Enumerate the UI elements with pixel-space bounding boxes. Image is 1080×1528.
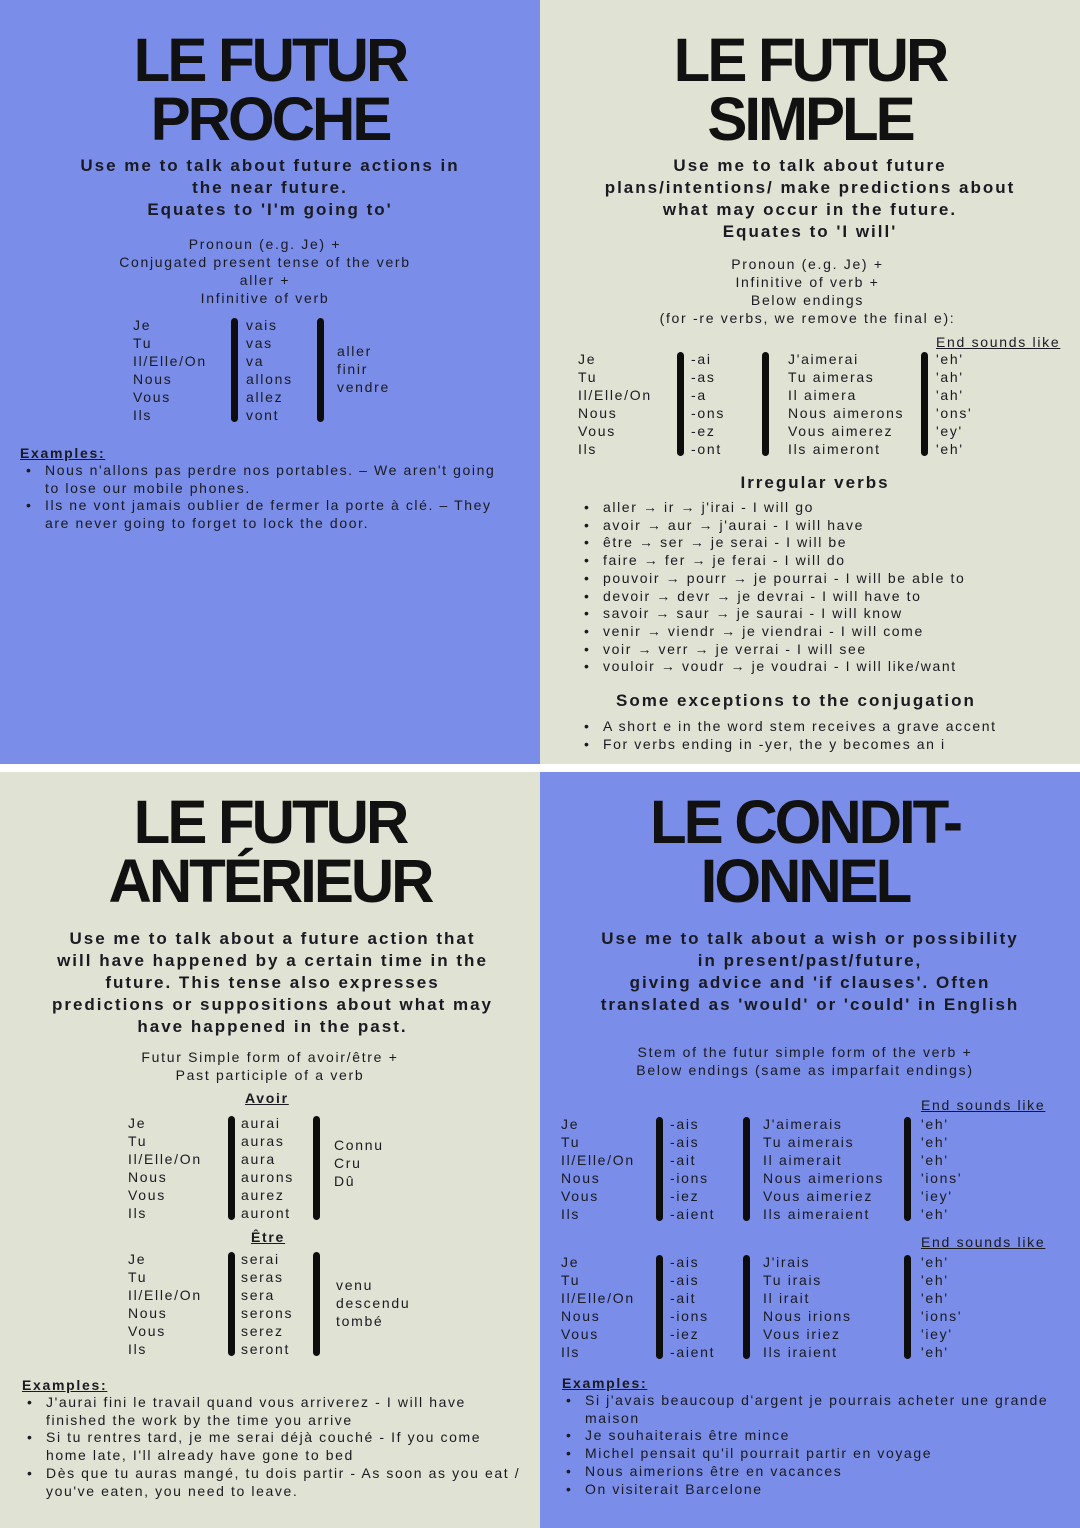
formula-line: aller + <box>239 272 291 288</box>
pronoun-line: Je <box>133 317 152 333</box>
panel-subtitle-line: Use me to talk about a future action that <box>69 929 476 948</box>
formula-line: Infinitive of verb <box>200 290 330 306</box>
example-line: Il aimera <box>788 387 857 403</box>
list-item: • devoir → devr → je devrai - I will have to <box>584 588 1064 606</box>
pronoun-line: Il/Elle/On <box>578 387 652 403</box>
participle-column <box>336 1276 410 1330</box>
divider <box>656 1117 663 1221</box>
pronoun-line: Il/Elle/On <box>128 1151 202 1167</box>
endings-line: -iez <box>670 1188 700 1204</box>
pronoun-line: Nous <box>128 1305 168 1321</box>
irregular-heading: Irregular verbs <box>740 473 890 492</box>
list-item: • Si tu rentres tard, je me serai déjà couché - If you come home late, I'll already have gone to bed <box>27 1429 522 1464</box>
sounds-line: 'ions' <box>921 1308 963 1324</box>
panel-subtitle-line: Use me to talk about a wish or possibility <box>601 929 1019 948</box>
aller-line: vas <box>246 335 273 351</box>
endings-line: -iez <box>670 1326 700 1342</box>
list-item: • vouloir → voudr → je voudrai - I will like/want <box>584 658 1064 676</box>
pronoun-column <box>578 350 652 458</box>
divider <box>317 318 324 422</box>
infinitive-line: vendre <box>337 379 391 395</box>
avoir-label: Avoir <box>245 1090 289 1106</box>
pronoun-line: Vous <box>578 423 616 439</box>
example-line: Tu aimeras <box>788 369 875 385</box>
pronoun-line: Vous <box>128 1187 166 1203</box>
panel-title-line: PROCHE <box>150 84 390 154</box>
pronoun-line: Il/Elle/On <box>128 1287 202 1303</box>
sounds-line: 'eh' <box>921 1116 949 1132</box>
pronoun-line: Ils <box>561 1344 581 1360</box>
pronoun-line: Nous <box>561 1170 601 1186</box>
etre-line: seras <box>241 1269 284 1285</box>
pronoun-line: Je <box>128 1115 147 1131</box>
endings-column <box>670 1115 715 1223</box>
panel-futur-proche <box>0 0 540 764</box>
panel-subtitle-line: giving advice and 'if clauses'. Often <box>629 973 991 992</box>
pronoun-line: Tu <box>128 1269 148 1285</box>
endings-line: -aient <box>670 1344 716 1360</box>
participle-line: Cru <box>334 1155 362 1171</box>
endings-line: -ait <box>670 1290 697 1306</box>
example-line: Nous aimerons <box>788 405 905 421</box>
pronoun-line: Vous <box>561 1326 599 1342</box>
endings-line: -ai <box>691 351 712 367</box>
panel-subtitle-line: Use me to talk about future actions in <box>80 156 460 175</box>
formula-line: (for -re verbs, we remove the final e): <box>659 310 956 326</box>
aimer-column <box>763 1115 884 1223</box>
formula-line: Below endings <box>750 292 865 308</box>
panel-title-line: SIMPLE <box>707 84 913 154</box>
pronoun-line: Ils <box>561 1206 581 1222</box>
divider <box>231 318 238 422</box>
pronoun-column <box>561 1115 635 1223</box>
examples-label: Examples: <box>562 1375 648 1391</box>
panel-title-line: LE CONDIT- <box>650 787 960 857</box>
panel-title <box>0 787 540 916</box>
panel-subtitle <box>540 928 1080 1016</box>
panel-subtitle-line: what may occur in the future. <box>662 200 958 219</box>
divider <box>228 1252 235 1356</box>
divider <box>904 1117 911 1221</box>
sounds-line: 'eh' <box>921 1206 949 1222</box>
aller-line: Il irait <box>763 1290 811 1306</box>
aller-line: vont <box>246 407 280 423</box>
aimer-line: J'aimerais <box>763 1116 843 1132</box>
endings-line: -ais <box>670 1134 700 1150</box>
divider <box>762 352 769 456</box>
divider <box>743 1255 750 1359</box>
pronoun-column <box>128 1114 202 1222</box>
endings-line: -aient <box>670 1206 716 1222</box>
list-item: • On visiterait Barcelone <box>566 1481 1066 1499</box>
aller-line: J'irais <box>763 1254 811 1270</box>
sounds-line: 'eh' <box>921 1152 949 1168</box>
sounds-line: 'iey' <box>921 1326 953 1342</box>
sounds-line: 'eh' <box>921 1134 949 1150</box>
sounds-header: End sounds like <box>921 1234 1046 1250</box>
sounds-header: End sounds like <box>936 334 1061 350</box>
aller-line: Ils iraient <box>763 1344 838 1360</box>
examples-list <box>27 1394 522 1500</box>
formula <box>540 1043 1070 1079</box>
endings-line: -ions <box>670 1308 709 1324</box>
panel-subtitle <box>0 155 540 221</box>
panel-title-line: ANTÉRIEUR <box>108 846 432 916</box>
sounds-column <box>921 1253 962 1361</box>
divider <box>228 1116 235 1220</box>
etre-line: serai <box>241 1251 280 1267</box>
etre-column <box>241 1250 293 1358</box>
etre-line: serez <box>241 1323 284 1339</box>
panel-subtitle <box>540 155 1080 243</box>
endings-line: -ons <box>691 405 726 421</box>
example-line: Ils aimeront <box>788 441 881 457</box>
list-item: • venir → viendr → je viendrai - I will come <box>584 623 1064 641</box>
panel-subtitle-line: predictions or suppositions about what may <box>51 995 494 1014</box>
pronoun-line: Je <box>561 1116 580 1132</box>
list-item: • voir → verr → je verrai - I will see <box>584 641 1064 659</box>
aimer-line: Il aimerait <box>763 1152 843 1168</box>
pronoun-line: Nous <box>578 405 618 421</box>
list-item: • Nous aimerions être en vacances <box>566 1463 1066 1481</box>
example-line: Vous aimerez <box>788 423 894 439</box>
aimer-line: Ils aimeraient <box>763 1206 871 1222</box>
panel-subtitle-line: the near future. <box>192 178 348 197</box>
pronoun-column <box>133 316 207 424</box>
list-item: • faire → fer → je ferai - I will do <box>584 552 1064 570</box>
exceptions-heading: Some exceptions to the conjugation <box>616 691 976 710</box>
list-item: • avoir → aur → j'aurai - I will have <box>584 517 1064 535</box>
endings-line: -ez <box>691 423 716 439</box>
examples-label: Examples: <box>22 1377 108 1393</box>
divider <box>313 1116 320 1220</box>
divider <box>904 1255 911 1359</box>
examples-list <box>26 462 506 533</box>
pronoun-column <box>561 1253 635 1361</box>
panel-futur-anterieur <box>0 772 540 1528</box>
pronoun-line: Nous <box>128 1169 168 1185</box>
infinitive-column <box>337 342 390 396</box>
pronoun-line: Je <box>128 1251 147 1267</box>
pronoun-line: Tu <box>561 1134 581 1150</box>
sounds-column <box>921 1115 962 1223</box>
panel-subtitle-line: have happened in the past. <box>137 1017 408 1036</box>
pronoun-column <box>128 1250 202 1358</box>
formula-line: Pronoun (e.g. Je) + <box>731 256 884 272</box>
aller-column <box>763 1253 852 1361</box>
panel-title-line: LE FUTUR <box>673 25 947 95</box>
sounds-line: 'ey' <box>936 423 963 439</box>
divider <box>743 1117 750 1221</box>
list-item: • For verbs ending in -yer, the y becomes an i <box>584 736 1074 754</box>
avoir-line: auras <box>241 1133 285 1149</box>
panel-subtitle-line: in present/past/future, <box>697 951 923 970</box>
aller-line: va <box>246 353 265 369</box>
sounds-line: 'ah' <box>936 369 964 385</box>
panel-subtitle <box>0 928 540 1038</box>
list-item: • pouvoir → pourr → je pourrai - I will be able to <box>584 570 1064 588</box>
formula <box>0 235 530 307</box>
list-item: • savoir → saur → je saurai - I will know <box>584 605 1064 623</box>
divider <box>677 352 684 456</box>
irregular-list <box>584 499 1064 676</box>
endings-line: -as <box>691 369 716 385</box>
sounds-line: 'eh' <box>936 441 964 457</box>
divider <box>921 352 928 456</box>
examples-list <box>566 1392 1066 1498</box>
aimer-line: Tu aimerais <box>763 1134 855 1150</box>
pronoun-line: Il/Elle/On <box>561 1152 635 1168</box>
endings-line: -ais <box>670 1116 700 1132</box>
avoir-column <box>241 1114 294 1222</box>
pronoun-line: Tu <box>128 1133 148 1149</box>
list-item: • A short e in the word stem receives a grave accent <box>584 718 1074 736</box>
sounds-line: 'eh' <box>921 1290 949 1306</box>
endings-line: -ions <box>670 1170 709 1186</box>
infinitive-line: finir <box>337 361 369 377</box>
divider <box>656 1255 663 1359</box>
list-item: • être → ser → je serai - I will be <box>584 534 1064 552</box>
panel-title-line: IONNEL <box>700 846 910 916</box>
panel-title <box>0 25 540 154</box>
panel-title <box>540 25 1080 154</box>
sounds-line: 'ons' <box>936 405 973 421</box>
pronoun-line: Il/Elle/On <box>561 1290 635 1306</box>
sounds-line: 'eh' <box>936 351 964 367</box>
endings-line: -ais <box>670 1254 700 1270</box>
aller-line: Tu irais <box>763 1272 822 1288</box>
panel-subtitle-line: future. This tense also expresses <box>105 973 440 992</box>
panel-conditionnel <box>540 772 1080 1528</box>
pronoun-line: Ils <box>578 441 598 457</box>
participle-line: Connu <box>334 1137 384 1153</box>
panel-subtitle-line: will have happened by a certain time in the <box>57 951 488 970</box>
pronoun-line: Vous <box>128 1323 166 1339</box>
list-item: • Michel pensait qu'il pourrait partir en voyage <box>566 1445 1066 1463</box>
pronoun-line: Tu <box>133 335 153 351</box>
etre-line: seront <box>241 1341 291 1357</box>
list-item: • J'aurai fini le travail quand vous arriverez - I will have finished the work by the time you arrive <box>27 1394 522 1429</box>
list-item: • Si j'avais beaucoup d'argent je pourrais acheter une grande maison <box>566 1392 1066 1427</box>
list-item: • Dès que tu auras mangé, tu dois partir - As soon as you eat / you've eaten, you need to leave. <box>27 1465 522 1500</box>
pronoun-line: Vous <box>561 1188 599 1204</box>
exceptions-list <box>584 718 1074 753</box>
aimer-line: Vous aimeriez <box>763 1188 874 1204</box>
panel-title-line: LE FUTUR <box>133 787 407 857</box>
sounds-line: 'ions' <box>921 1170 963 1186</box>
panel-subtitle-line: Equates to 'I'm going to' <box>147 200 393 219</box>
panel-title-line: LE FUTUR <box>133 25 407 95</box>
avoir-line: aurons <box>241 1169 295 1185</box>
panel-title <box>540 787 1075 916</box>
panel-futur-simple <box>540 0 1080 764</box>
endings-line: -ait <box>670 1152 697 1168</box>
pronoun-line: Nous <box>133 371 173 387</box>
examples-label: Examples: <box>20 445 106 461</box>
sounds-line: 'ah' <box>936 387 964 403</box>
pronoun-line: Vous <box>133 389 171 405</box>
participle-line: tombé <box>336 1313 384 1329</box>
list-item: • Nous n'allons pas perdre nos portables. – We aren't going to lose our mobile phones. <box>26 462 506 497</box>
sounds-line: 'eh' <box>921 1272 949 1288</box>
list-item: • aller → ir → j'irai - I will go <box>584 499 1064 517</box>
pronoun-line: Je <box>561 1254 580 1270</box>
aller-column <box>246 316 293 424</box>
etre-label: Être <box>251 1229 286 1245</box>
divider <box>313 1252 320 1356</box>
sounds-line: 'eh' <box>921 1344 949 1360</box>
sounds-line: 'iey' <box>921 1188 953 1204</box>
participle-line: venu <box>336 1277 374 1293</box>
formula <box>540 255 1075 327</box>
formula-line: Futur Simple form of avoir/être + <box>141 1049 399 1065</box>
endings-line: -ais <box>670 1272 700 1288</box>
endings-column <box>691 350 725 458</box>
etre-line: sera <box>241 1287 276 1303</box>
endings-column <box>670 1253 715 1361</box>
formula-line: Conjugated present tense of the verb <box>119 254 411 270</box>
endings-line: -ont <box>691 441 722 457</box>
example-column <box>788 350 904 458</box>
pronoun-line: Il/Elle/On <box>133 353 207 369</box>
aller-line: allez <box>246 389 284 405</box>
sounds-header: End sounds like <box>921 1097 1046 1113</box>
aller-line: vais <box>246 317 278 333</box>
formula-line: Stem of the futur simple form of the verb + <box>637 1044 973 1060</box>
aller-line: Vous iriez <box>763 1326 841 1342</box>
pronoun-line: Tu <box>578 369 598 385</box>
participle-line: Dû <box>334 1173 356 1189</box>
etre-line: serons <box>241 1305 294 1321</box>
avoir-line: aurez <box>241 1187 285 1203</box>
formula-line: Infinitive of verb + <box>735 274 880 290</box>
sounds-line: 'eh' <box>921 1254 949 1270</box>
example-line: J'aimerai <box>788 351 859 367</box>
pronoun-line: Ils <box>128 1341 148 1357</box>
panel-subtitle-line: Use me to talk about future <box>673 156 947 175</box>
panel-subtitle-line: translated as 'would' or 'could' in English <box>600 995 1020 1014</box>
endings-line: -a <box>691 387 707 403</box>
participle-column <box>334 1136 384 1190</box>
list-item: • Ils ne vont jamais oublier de fermer la porte à clé. – They are never going to forget to lock the door. <box>26 497 506 532</box>
pronoun-line: Je <box>578 351 597 367</box>
formula-line: Past participle of a verb <box>175 1067 365 1083</box>
formula <box>0 1048 540 1084</box>
formula-line: Below endings (same as imparfait endings) <box>636 1062 974 1078</box>
avoir-line: aura <box>241 1151 276 1167</box>
pronoun-line: Ils <box>128 1205 148 1221</box>
pronoun-line: Tu <box>561 1272 581 1288</box>
participle-line: descendu <box>336 1295 411 1311</box>
pronoun-line: Ils <box>133 407 153 423</box>
avoir-line: aurai <box>241 1115 281 1131</box>
sounds-column <box>936 350 972 458</box>
panel-subtitle-line: plans/intentions/ make predictions about <box>604 178 1016 197</box>
aimer-line: Nous aimerions <box>763 1170 885 1186</box>
list-item: • Je souhaiterais être mince <box>566 1427 1066 1445</box>
pronoun-line: Nous <box>561 1308 601 1324</box>
aller-line: Nous irions <box>763 1308 852 1324</box>
panel-subtitle-line: Equates to 'I will' <box>722 222 898 241</box>
aller-line: allons <box>246 371 293 387</box>
avoir-line: auront <box>241 1205 291 1221</box>
formula-line: Pronoun (e.g. Je) + <box>188 236 342 252</box>
infinitive-line: aller <box>337 343 372 359</box>
